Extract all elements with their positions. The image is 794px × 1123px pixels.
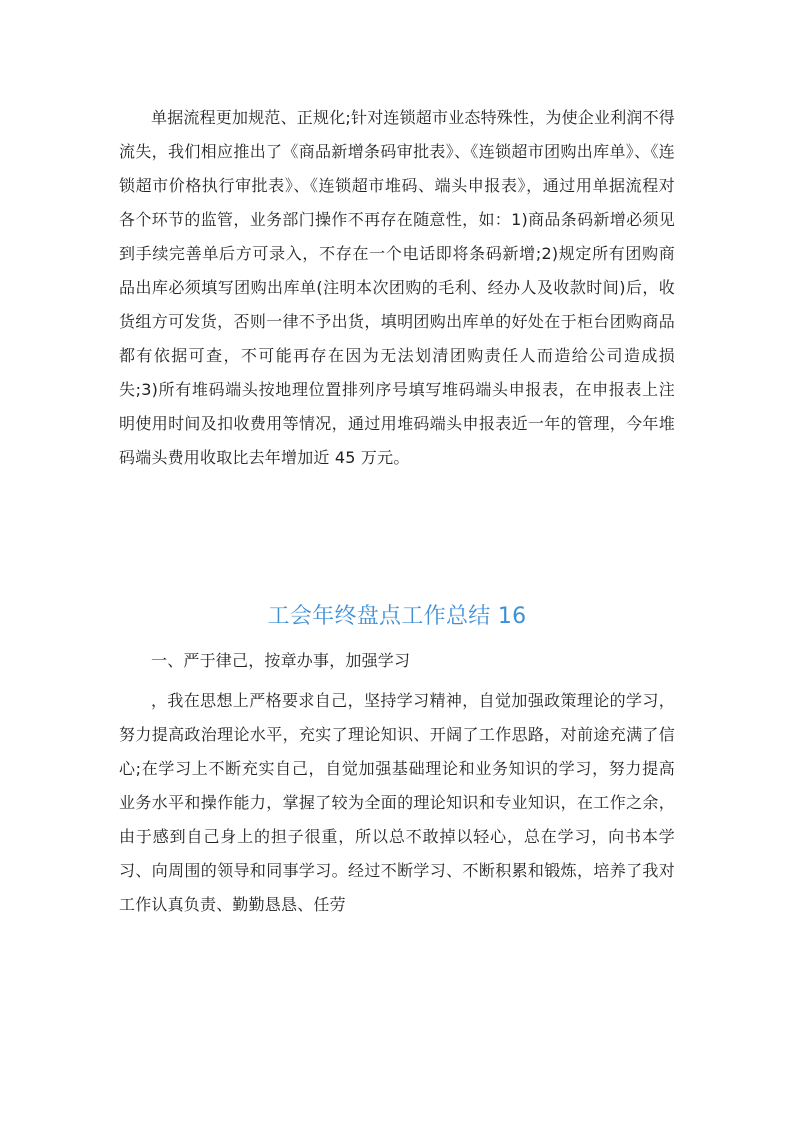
subheading-block: [119, 644, 675, 678]
section-heading: 工会年终盘点工作总结 16: [267, 604, 527, 629]
paragraph-text: 单据流程更加规范、正规化;针对连锁超市业态特殊性，为使企业利润不得流失，我们相应推出了《商品新增条码审批表》、《连锁超市团购出库单》、《连锁超市价格执行审批表》、《连锁超市堆码、端头申报表》，通过用单据流程对各个环节的监管，业务部门操作不再存在随意性，如：1)商品条码新增必须见到手续完善单后方可录入，不存在一个电话即将条码新增;2)规定所有团购商品出库必须填写团购出库单(注明本次团购的毛利、经办人及收款时间)后，收货组方可发货，否则一律不予出货，填明团购出库单的好处在于柜台团购商品都有依据可查，不可能再存在因为无法划清团购责任人而造给公司造成损失;3)所有堆码端头按地理位置排列序号填写堆码端头申报表，在申报表上注明使用时间及扣收费用等情况，通过用堆码端头申报表近一年的管理，今年堆码端头费用收取比去年增加近 45 万元。: [119, 108, 675, 467]
subheading-text: 一、严于律己，按章办事，加强学习: [151, 651, 411, 670]
body-paragraph-bottom: [119, 684, 675, 922]
body-paragraph-top: [119, 101, 675, 475]
paragraph-text: ，我在思想上严格要求自己，坚持学习精神，自觉加强政策理论的学习，努力提高政治理论水平，充实了理论知识、开阔了工作思路，对前途充满了信心;在学习上不断充实自己，自觉加强基础理论和业务知识的学习，努力提高业务水平和操作能力，掌握了较为全面的理论知识和专业知识，在工作之余，由于感到自己身上的担子很重，所以总不敢掉以轻心，总在学习，向书本学习、向周围的领导和同事学习。经过不断学习、不断积累和锻炼，培养了我对工作认真负责、勤勤恳恳、任劳: [119, 691, 675, 914]
